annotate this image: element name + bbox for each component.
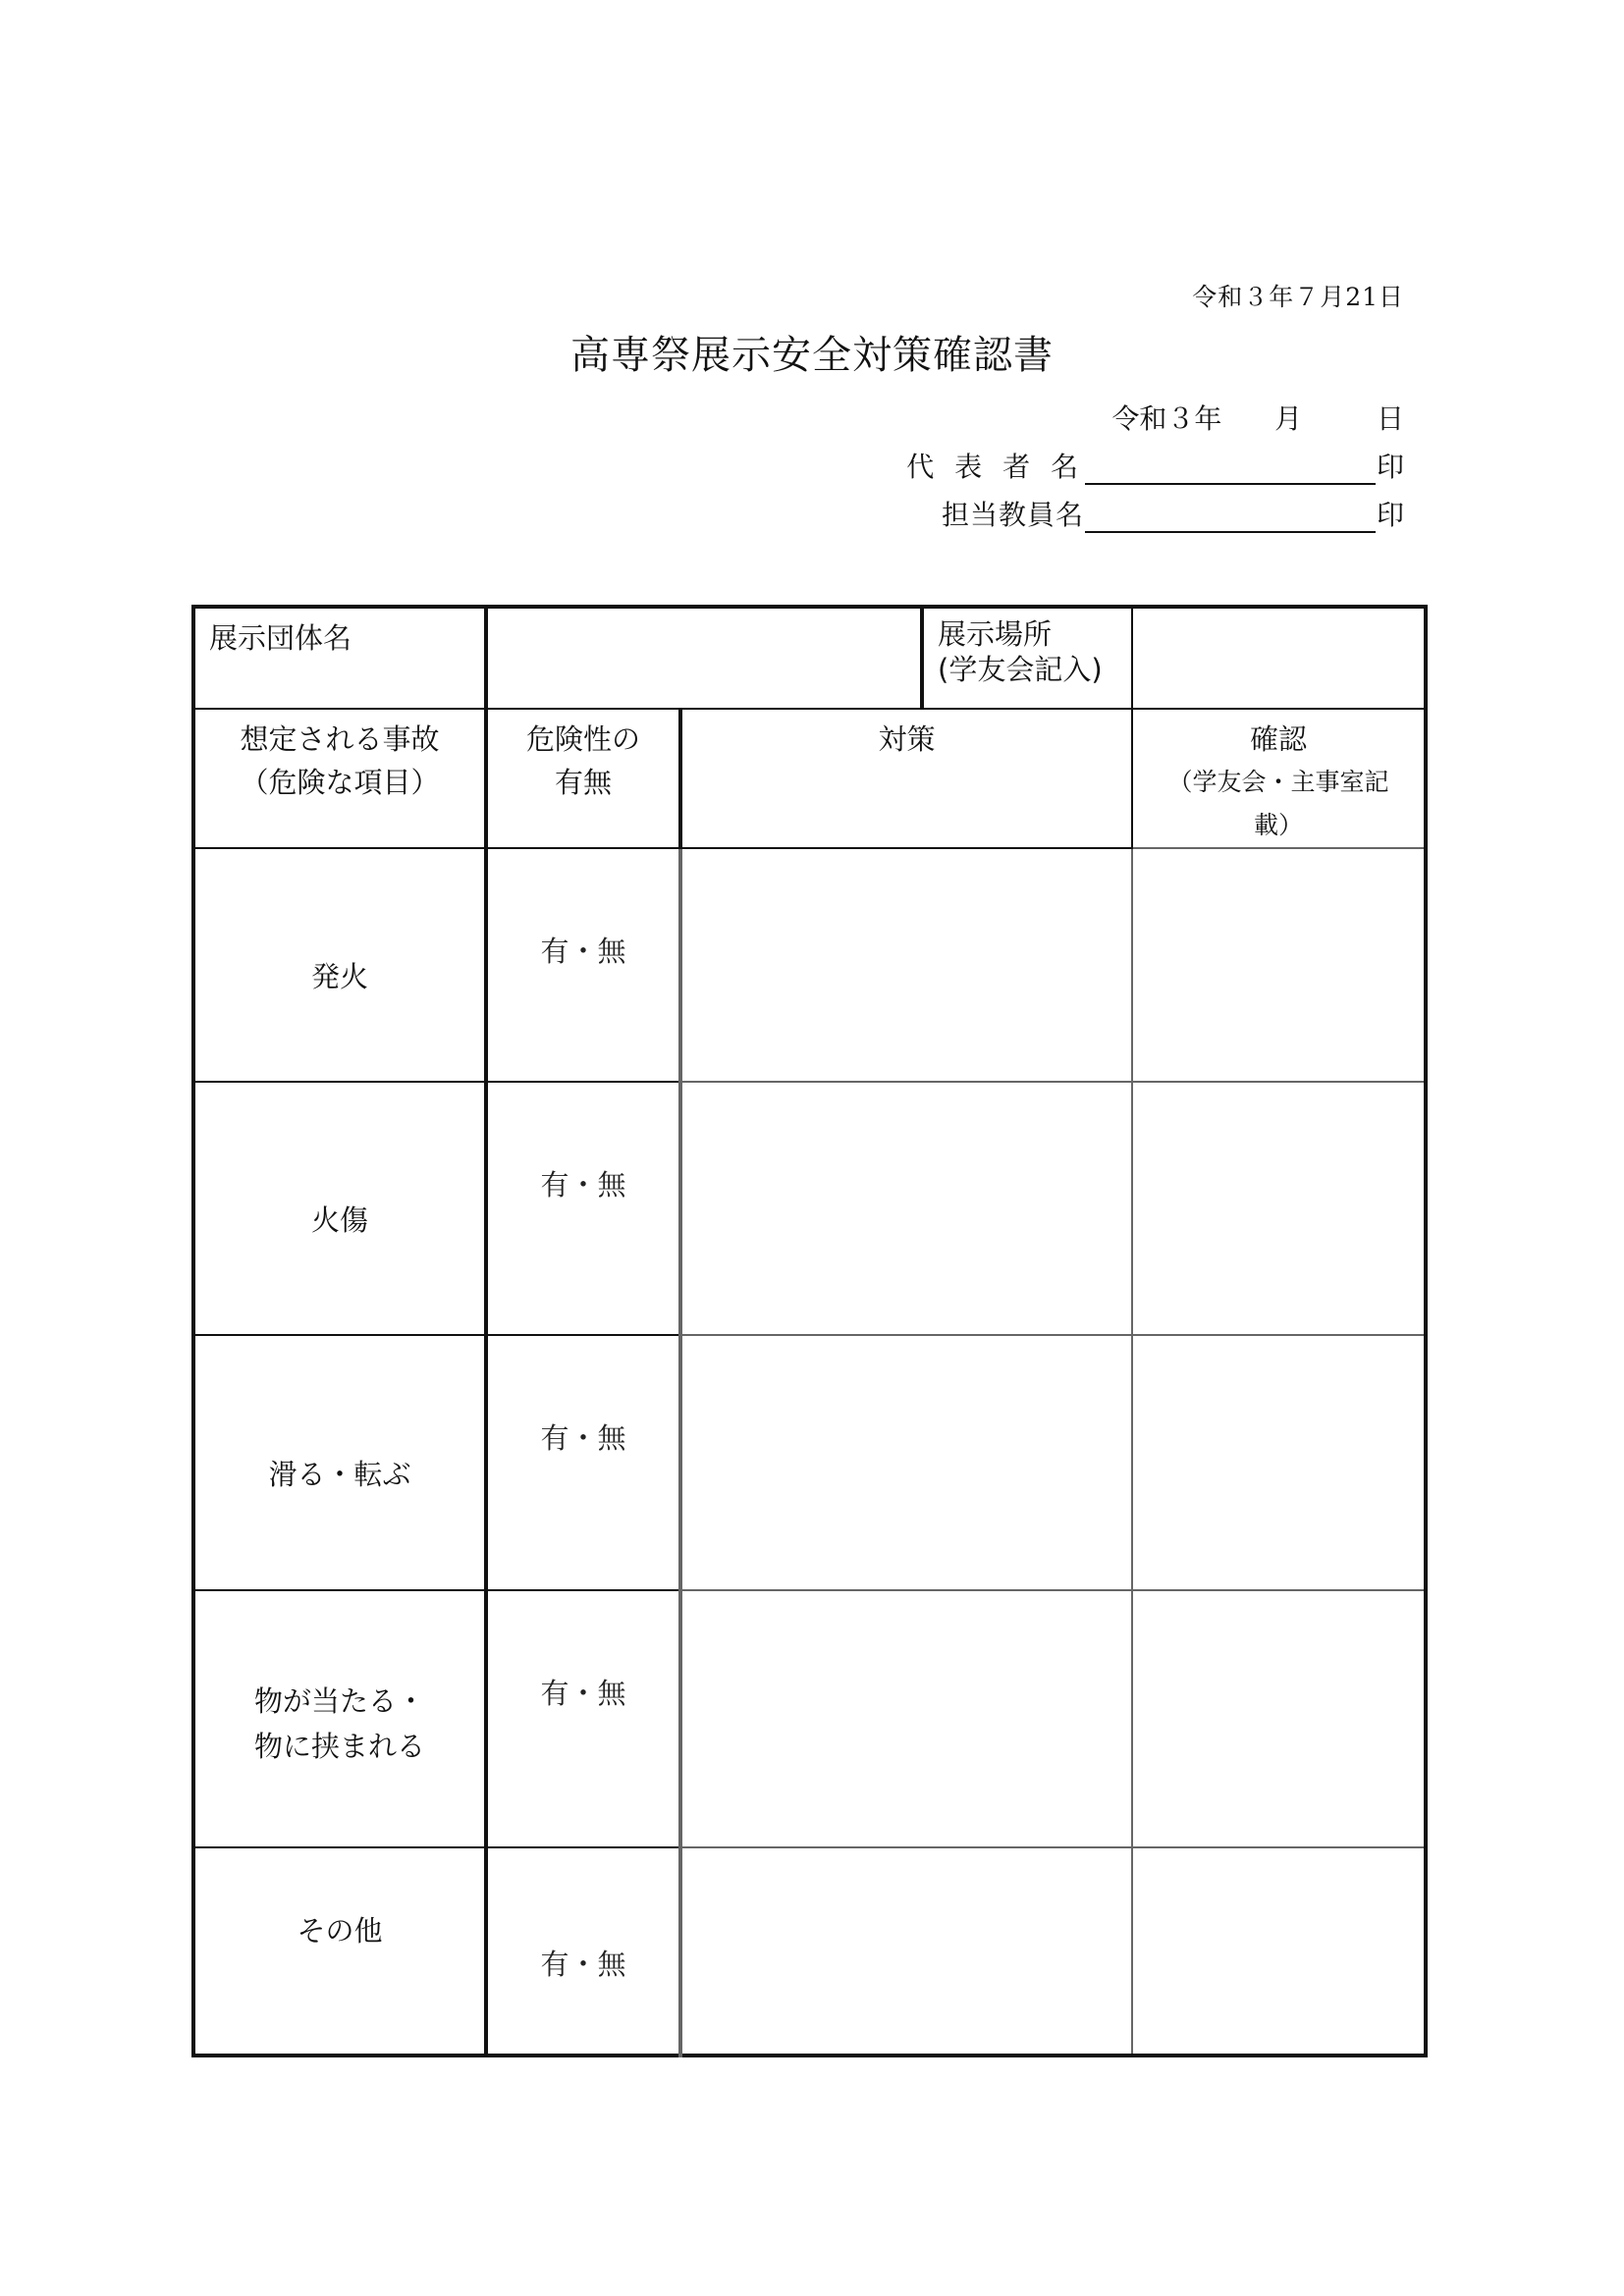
safety-check-table bbox=[191, 605, 1428, 2057]
danger-choice: 有・無 bbox=[540, 1677, 626, 1710]
representative-name-field[interactable] bbox=[1085, 454, 1376, 485]
teacher-name-field[interactable] bbox=[1085, 502, 1376, 533]
confirm-field[interactable] bbox=[1132, 1847, 1426, 2056]
accident-label-line2: 物に挟まれる bbox=[253, 1730, 425, 1763]
danger-cell[interactable] bbox=[486, 1590, 680, 1847]
accident-label: 火傷 bbox=[310, 1202, 368, 1237]
accident-header-line2: （危険な項目） bbox=[240, 766, 440, 799]
teacher-signature-row bbox=[942, 494, 1404, 533]
group-name-field[interactable] bbox=[486, 607, 922, 709]
measure-field[interactable] bbox=[680, 1082, 1132, 1335]
location-sub-label: (学友会記入) bbox=[938, 653, 1103, 686]
confirm-field[interactable] bbox=[1132, 1335, 1426, 1590]
measure-field[interactable] bbox=[680, 1590, 1132, 1847]
confirm-field[interactable] bbox=[1132, 848, 1426, 1082]
danger-choice: 有・無 bbox=[540, 1421, 626, 1455]
danger-header-line2: 有無 bbox=[554, 766, 612, 799]
representative-signature-row bbox=[906, 446, 1404, 485]
accident-cell bbox=[193, 848, 486, 1082]
danger-cell[interactable] bbox=[486, 1847, 680, 2056]
confirm-header-sub2: 載） bbox=[1253, 811, 1303, 839]
table-row bbox=[193, 1590, 1426, 1847]
danger-header-line1: 危険性の bbox=[525, 722, 640, 756]
date-month: 月 bbox=[1274, 402, 1303, 435]
accident-cell bbox=[193, 1847, 486, 2056]
confirm-field[interactable] bbox=[1132, 1082, 1426, 1335]
confirm-header-sub1: （学友会・主事室記 bbox=[1167, 768, 1389, 796]
group-name-label-cell bbox=[193, 607, 486, 709]
accident-cell bbox=[193, 1335, 486, 1590]
confirm-header bbox=[1132, 709, 1426, 848]
measure-header-label: 対策 bbox=[878, 722, 936, 756]
location-label: 展示場所 bbox=[938, 617, 1053, 651]
teacher-seal: 印 bbox=[1376, 499, 1404, 531]
accident-header bbox=[193, 709, 486, 848]
measure-field[interactable] bbox=[680, 848, 1132, 1082]
danger-choice: 有・無 bbox=[540, 934, 626, 968]
location-label-cell bbox=[922, 607, 1132, 709]
danger-cell[interactable] bbox=[486, 1335, 680, 1590]
danger-choice: 有・無 bbox=[540, 1168, 626, 1201]
accident-cell bbox=[193, 1082, 486, 1335]
accident-label-line1: 物が当たる・ bbox=[253, 1684, 425, 1718]
teacher-label: 担当教員名 bbox=[941, 499, 1084, 531]
issue-date: 令和３年７月21日 bbox=[1192, 283, 1404, 311]
accident-label: その他 bbox=[297, 1914, 383, 1948]
group-name-label: 展示団体名 bbox=[209, 621, 352, 655]
date-day: 日 bbox=[1376, 402, 1404, 435]
danger-cell[interactable] bbox=[486, 848, 680, 1082]
location-field[interactable] bbox=[1132, 607, 1426, 709]
representative-label: 代 表 者 名 bbox=[906, 451, 1084, 483]
page-title: 高専祭展示安全対策確認書 bbox=[570, 333, 1054, 378]
danger-cell[interactable] bbox=[486, 1082, 680, 1335]
danger-header bbox=[486, 709, 680, 848]
entry-date-line bbox=[1111, 398, 1404, 437]
confirm-field[interactable] bbox=[1132, 1590, 1426, 1847]
table-row bbox=[193, 1335, 1426, 1590]
accident-header-line1: 想定される事故 bbox=[240, 722, 440, 756]
representative-seal: 印 bbox=[1376, 451, 1404, 483]
measure-header bbox=[680, 709, 1132, 848]
confirm-header-label: 確認 bbox=[1249, 722, 1307, 756]
danger-choice: 有・無 bbox=[540, 1948, 626, 1981]
table-row bbox=[193, 1847, 1426, 2056]
accident-label: 発火 bbox=[310, 959, 368, 993]
accident-label: 滑る・転ぶ bbox=[268, 1457, 411, 1491]
date-era: 令和３年 bbox=[1111, 402, 1222, 435]
table-row bbox=[193, 848, 1426, 1082]
measure-field[interactable] bbox=[680, 1847, 1132, 2056]
table-row bbox=[193, 1082, 1426, 1335]
accident-cell bbox=[193, 1590, 486, 1847]
measure-field[interactable] bbox=[680, 1335, 1132, 1590]
